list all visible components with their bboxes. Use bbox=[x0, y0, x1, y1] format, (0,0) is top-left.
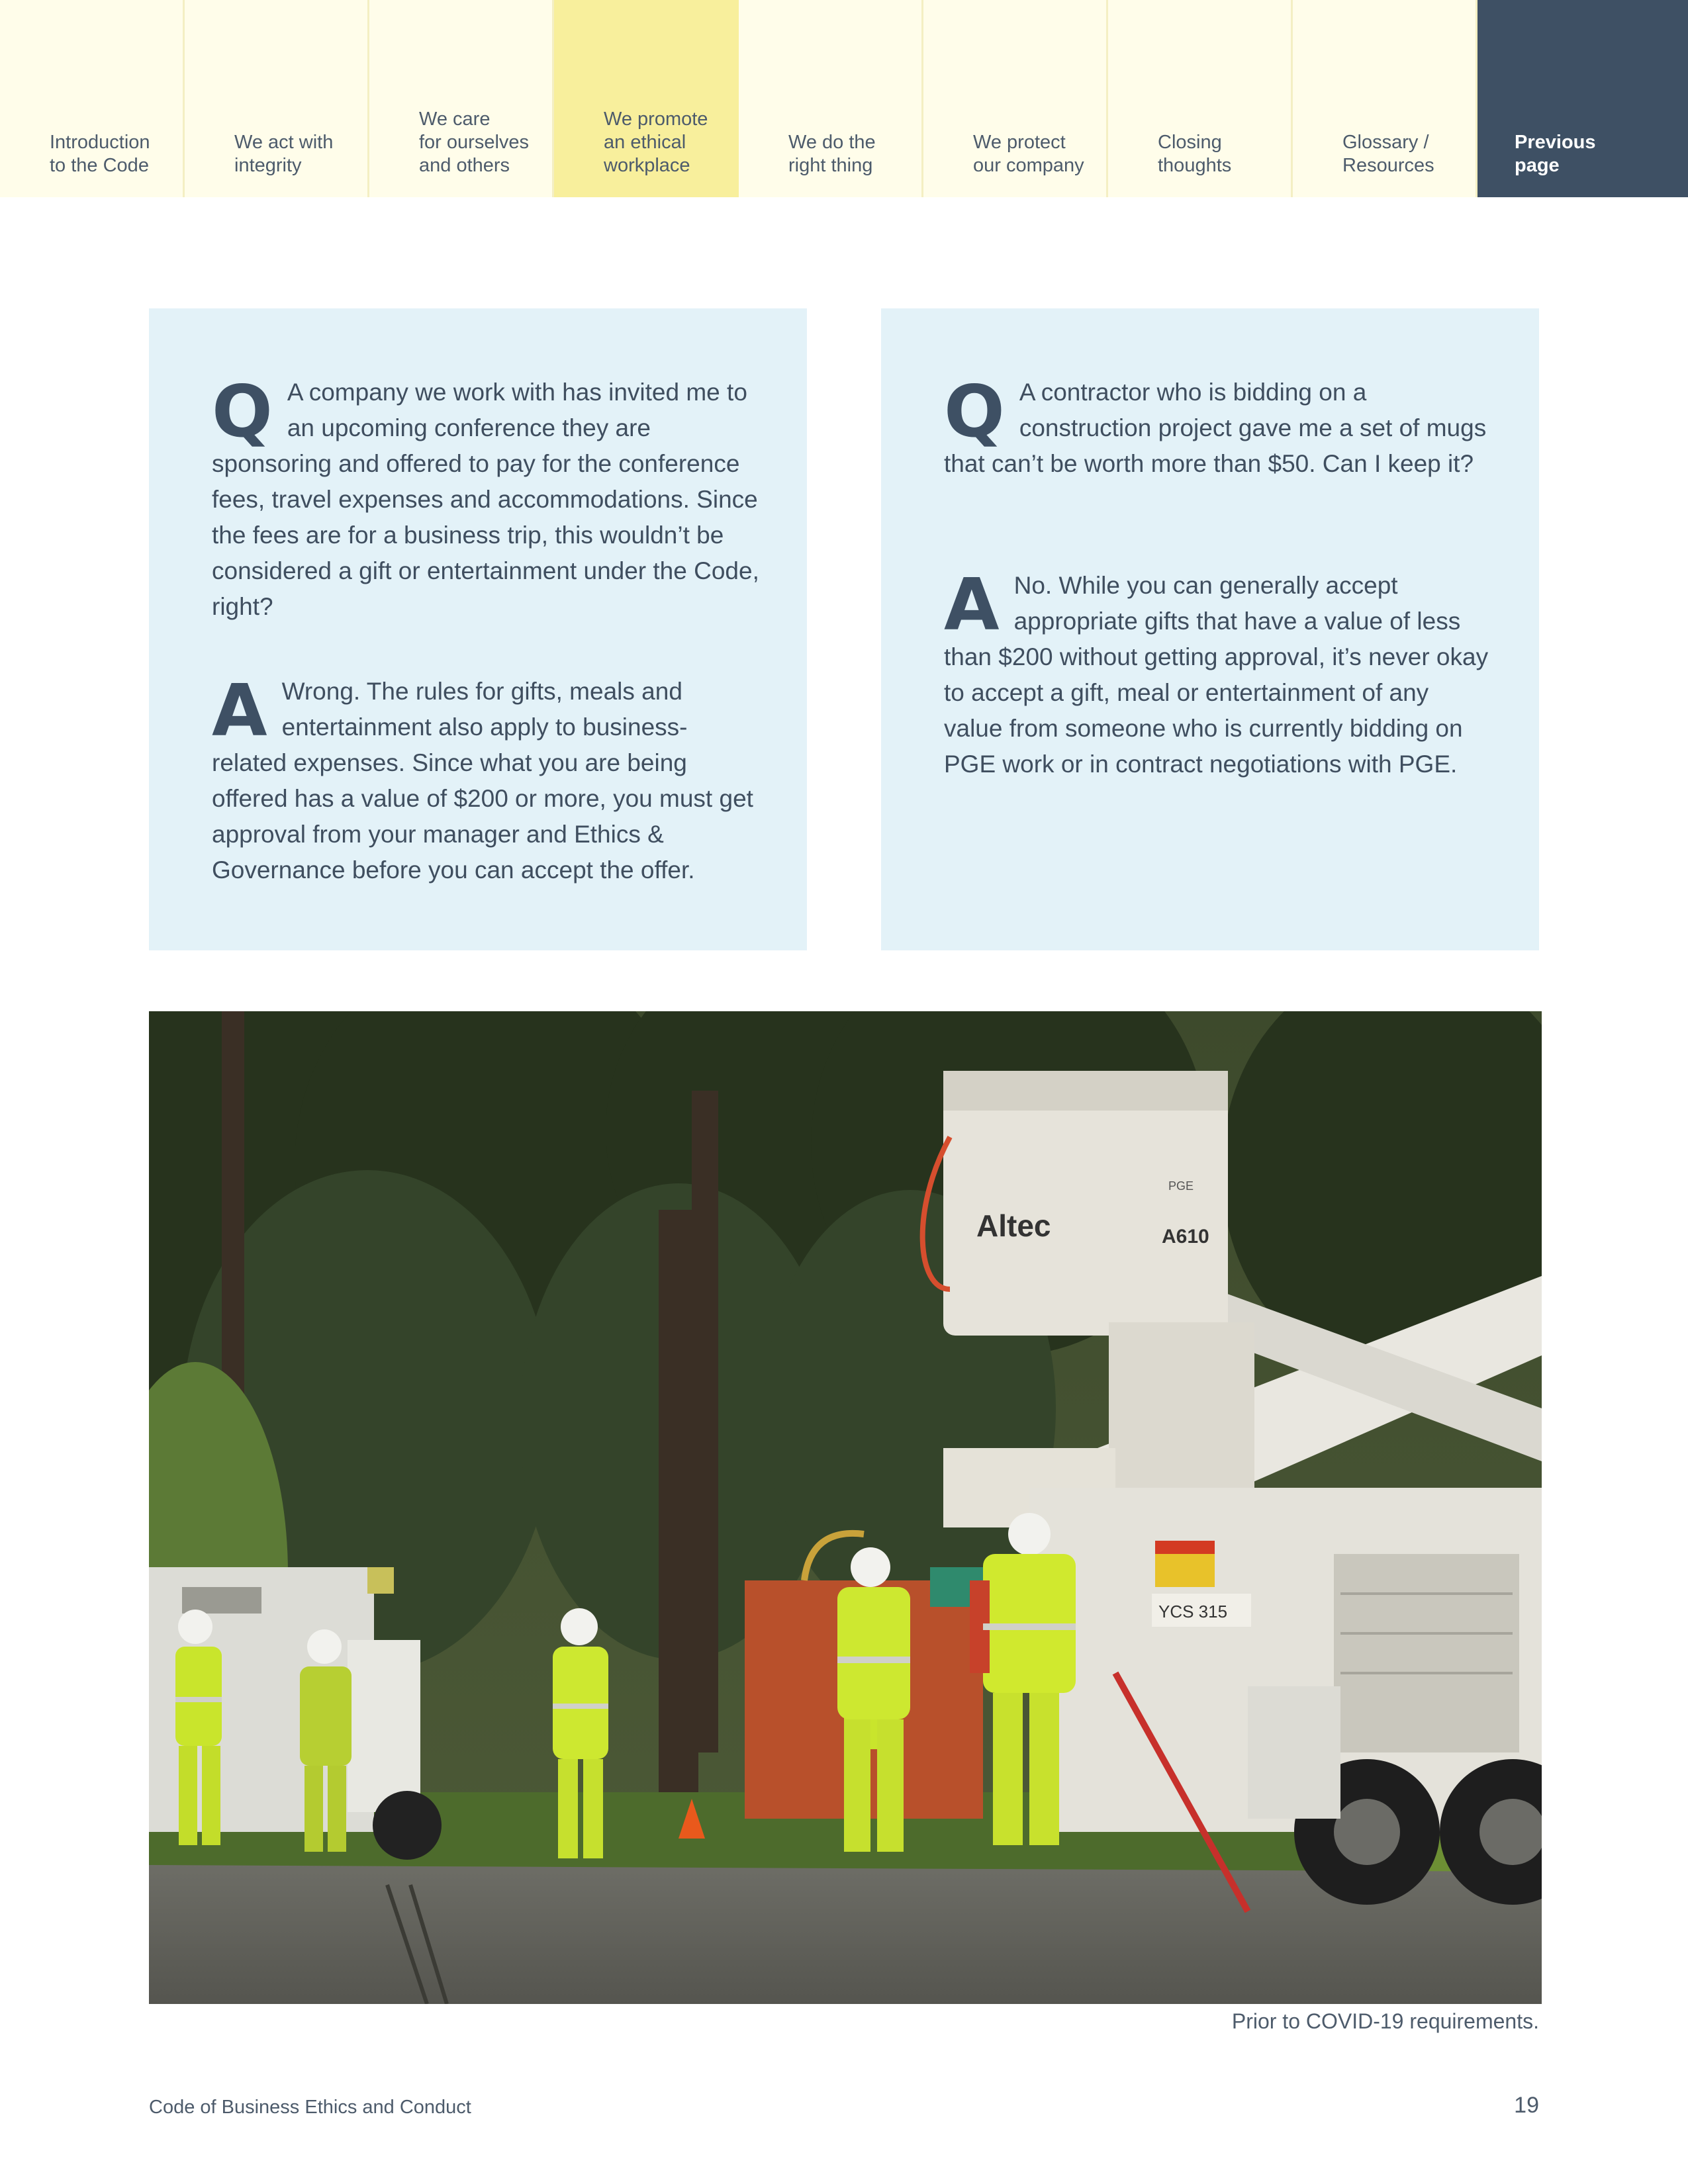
tab-label: We protect our company bbox=[973, 132, 1084, 176]
bucket-model: A610 bbox=[1162, 1226, 1209, 1248]
footer-document-title: Code of Business Ethics and Conduct bbox=[149, 2097, 471, 2118]
tab-protect-company[interactable] bbox=[923, 0, 1108, 197]
question-letter: Q bbox=[212, 371, 273, 453]
truck-plate: YCS 315 bbox=[1158, 1602, 1228, 1621]
tab-right-thing[interactable] bbox=[739, 0, 923, 197]
qa-box-mugs bbox=[881, 308, 1539, 950]
tab-we-care[interactable] bbox=[369, 0, 554, 197]
tab-label: We care for ourselves and others bbox=[419, 109, 530, 176]
tab-label: We do the right thing bbox=[788, 132, 876, 176]
tab-label: We promote an ethical workplace bbox=[604, 109, 708, 176]
utility-crew-photo bbox=[149, 1011, 1542, 2004]
tab-introduction[interactable] bbox=[0, 0, 185, 197]
question-text: A company we work with has invited me to an upcoming conference they are sponsoring and offered to pay for the conference fees, travel expenses and accommodations. Since the fees are for a business trip, this wouldn’t be considered a gift or entertainment under the Code, right? bbox=[212, 379, 759, 620]
tab-we-act-with-integrity[interactable] bbox=[185, 0, 369, 197]
previous-page-label: Previous page bbox=[1515, 132, 1596, 176]
tab-glossary-resources[interactable] bbox=[1293, 0, 1477, 197]
tab-closing-thoughts[interactable] bbox=[1108, 0, 1293, 197]
answer-text: Wrong. The rules for gifts, meals and entertainment also apply to business-related expenses. Since what you are being offered has a value of $200 or more, you must get approval from your manager and Ethics & Governance before you can accept the offer. bbox=[212, 678, 753, 884]
answer-block bbox=[212, 670, 761, 888]
answer bbox=[944, 564, 1493, 782]
bucket-logo: PGE bbox=[1168, 1179, 1194, 1193]
answer-letter: A bbox=[944, 564, 1000, 647]
top-navigation bbox=[0, 0, 1688, 197]
question-letter: Q bbox=[944, 371, 1005, 453]
bucket-brand: Altec bbox=[976, 1208, 1051, 1243]
previous-page-button[interactable] bbox=[1477, 0, 1688, 197]
tab-label: Closing thoughts bbox=[1158, 132, 1232, 176]
question-block bbox=[212, 371, 761, 625]
tab-label: We act with integrity bbox=[234, 132, 334, 176]
tab-ethical-workplace[interactable] bbox=[554, 0, 739, 197]
question-text: A contractor who is bidding on a construction project gave me a set of mugs that can’t be worth more than $50. Can I keep it? bbox=[944, 379, 1487, 477]
question-block bbox=[944, 371, 1493, 482]
qa-box-conference bbox=[149, 308, 807, 950]
question bbox=[212, 371, 761, 625]
answer-block bbox=[944, 564, 1493, 782]
tab-label: Introduction to the Code bbox=[50, 132, 150, 176]
page-number: 19 bbox=[1514, 2093, 1539, 2118]
answer-letter: A bbox=[212, 670, 267, 752]
question bbox=[944, 371, 1493, 482]
photo-illustration bbox=[149, 1011, 1542, 2004]
answer bbox=[212, 670, 761, 888]
photo-caption: Prior to COVID-19 requirements. bbox=[1231, 2009, 1539, 2033]
answer-text: No. While you can generally accept appropriate gifts that have a value of less than $200 without getting approval, it’s never okay to accept a gift, meal or entertainment of any value from someone who is currently bidding on PGE work or in contract negotiations with PGE. bbox=[944, 572, 1489, 778]
tab-label: Glossary / Resources bbox=[1342, 132, 1434, 176]
